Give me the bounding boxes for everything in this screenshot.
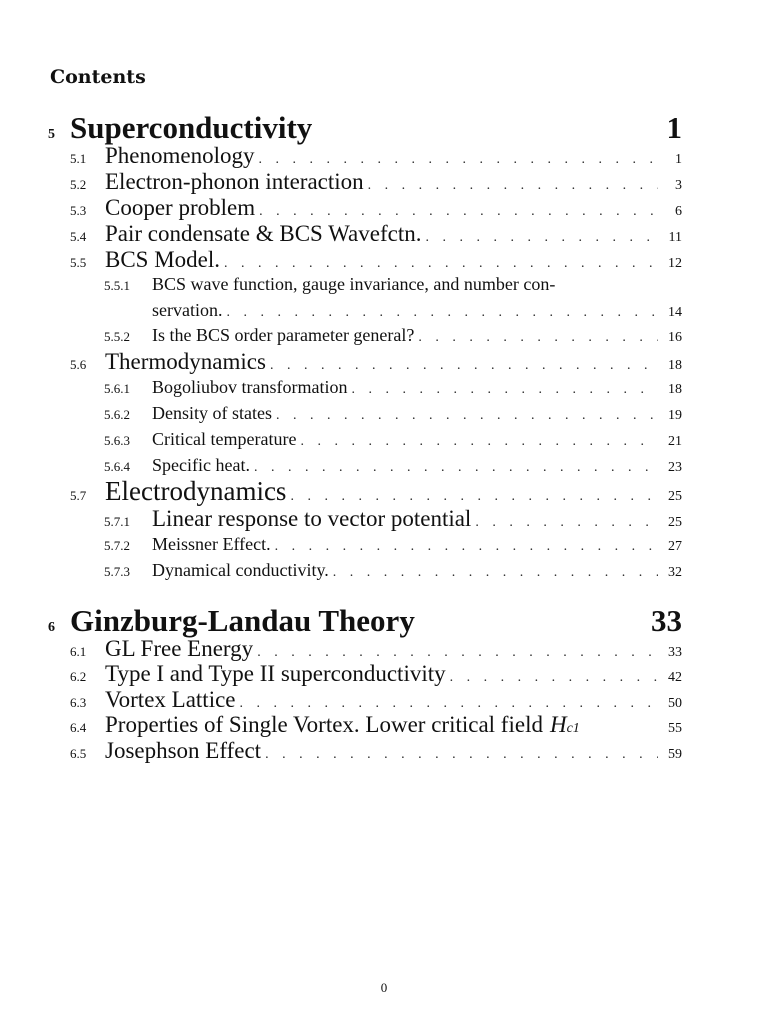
section-title: Type I and Type II superconductivity xyxy=(105,661,446,686)
subsection-title: Critical temperature xyxy=(152,429,297,449)
dot-leader xyxy=(368,178,658,194)
dot-leader xyxy=(259,152,659,168)
section-title: Vortex Lattice xyxy=(105,687,236,712)
subsection-page: 27 xyxy=(668,539,682,554)
chapter-page: 1 xyxy=(666,110,682,145)
section-title: Electron-phonon interaction xyxy=(105,169,364,194)
chapter-number: 6 xyxy=(48,620,55,635)
toc-entry-6-2[interactable] xyxy=(70,661,682,687)
toc-entry-6-4[interactable] xyxy=(70,712,682,738)
section-number: 5.6 xyxy=(70,357,87,372)
toc-entry-5-7-3[interactable] xyxy=(104,560,682,581)
section-number: 5.4 xyxy=(70,229,87,244)
section-title: BCS Model. xyxy=(105,247,221,272)
section-page: 25 xyxy=(668,489,682,504)
math-symbol: H xyxy=(549,712,567,737)
subsection-title: Linear response to vector potential xyxy=(152,506,472,531)
section-title: GL Free Energy xyxy=(105,636,254,661)
chapter-6[interactable] xyxy=(48,603,682,637)
subsection-title: Meissner Effect. xyxy=(152,534,271,554)
dot-leader xyxy=(270,358,658,374)
section-number: 5.3 xyxy=(70,203,87,218)
chapter-title: Ginzburg-Landau Theory xyxy=(70,603,415,638)
dot-leader xyxy=(450,670,658,686)
subsection-page: 19 xyxy=(668,408,682,423)
subsection-title: Specific heat. xyxy=(152,455,250,475)
subsection-page: 16 xyxy=(668,330,682,345)
section-title: Phenomenology xyxy=(105,143,255,168)
section-title: Josephson Effect xyxy=(105,738,262,763)
dot-leader xyxy=(425,230,658,246)
subsection-number: 5.7.2 xyxy=(104,538,130,553)
toc-entry-5-5-2[interactable] xyxy=(104,325,682,346)
toc-entry-5-6-1[interactable] xyxy=(104,377,682,398)
section-page: 33 xyxy=(668,645,682,660)
chapter-page: 33 xyxy=(651,603,682,638)
subsection-number: 5.6.1 xyxy=(104,381,130,396)
subsection-number: 5.5.2 xyxy=(104,329,130,344)
subsection-number: 5.6.3 xyxy=(104,433,130,448)
chapter-number: 5 xyxy=(48,127,55,142)
subsection-number: 5.6.4 xyxy=(104,459,130,474)
toc-entry-6-5[interactable] xyxy=(70,738,682,764)
toc-entry-5-7[interactable] xyxy=(70,476,682,507)
toc-entry-5-7-2[interactable] xyxy=(104,534,682,555)
section-page: 18 xyxy=(668,358,682,373)
dot-leader xyxy=(259,204,658,220)
dot-leader xyxy=(257,645,658,661)
subsection-title: Dynamical conductivity. xyxy=(152,560,329,580)
dot-leader xyxy=(290,489,658,505)
dot-leader xyxy=(240,696,659,712)
toc-entry-5-6[interactable] xyxy=(70,349,682,375)
toc-entry-5-4[interactable] xyxy=(70,221,682,247)
section-page: 50 xyxy=(668,696,682,711)
section-number: 6.5 xyxy=(70,746,87,761)
math-subscript: c1 xyxy=(566,721,580,736)
section-page: 55 xyxy=(668,721,682,736)
section-number: 5.5 xyxy=(70,255,87,270)
toc-entry-5-5-1-continued[interactable] xyxy=(152,300,682,321)
dot-leader xyxy=(351,382,658,398)
toc-entry-5-5[interactable] xyxy=(70,247,682,273)
dot-leader xyxy=(226,305,658,321)
section-page: 3 xyxy=(675,178,682,193)
chapter-title: Superconductivity xyxy=(70,110,313,145)
dot-leader xyxy=(333,565,658,581)
subsection-page: 21 xyxy=(668,434,682,449)
toc-entry-5-6-2[interactable] xyxy=(104,403,682,424)
section-number: 5.7 xyxy=(70,488,87,503)
subsection-title: Density of states xyxy=(152,403,272,423)
section-number: 6.3 xyxy=(70,695,87,710)
contents-heading: Contents xyxy=(50,66,146,88)
section-page: 1 xyxy=(675,152,682,167)
section-title: Pair condensate & BCS Wavefctn. xyxy=(105,221,422,246)
toc-entry-5-7-1[interactable] xyxy=(104,506,682,532)
toc-entry-6-3[interactable] xyxy=(70,687,682,713)
page-number-footer: 0 xyxy=(380,980,388,995)
section-title: Thermodynamics xyxy=(105,349,266,374)
section-number: 6.1 xyxy=(70,644,87,659)
toc-entry-5-1[interactable] xyxy=(70,143,682,169)
subsection-number: 5.7.3 xyxy=(104,564,130,579)
subsection-number: 5.7.1 xyxy=(104,514,130,529)
subsection-title-line1: BCS wave function, gauge invariance, and number con- xyxy=(152,274,556,294)
subsection-title: Bogoliubov transformation xyxy=(152,377,348,397)
dot-leader xyxy=(300,434,658,450)
section-number: 6.2 xyxy=(70,669,87,684)
dot-leader xyxy=(224,256,658,272)
dot-leader xyxy=(254,460,658,476)
section-title: Cooper problem xyxy=(105,195,256,220)
subsection-page: 23 xyxy=(668,460,682,475)
toc-entry-5-5-1[interactable] xyxy=(104,274,682,295)
chapter-5[interactable] xyxy=(48,110,682,144)
section-page: 59 xyxy=(668,747,682,762)
section-page: 12 xyxy=(668,256,682,271)
section-number: 5.2 xyxy=(70,177,87,192)
toc-entry-5-2[interactable] xyxy=(70,169,682,195)
section-title: Properties of Single Vortex. Lower critical field xyxy=(105,712,543,737)
toc-entry-5-6-4[interactable] xyxy=(104,455,682,476)
subsection-page: 25 xyxy=(668,515,682,530)
section-page: 11 xyxy=(668,230,682,245)
subsection-title-line2: servation. xyxy=(152,300,223,320)
section-page: 6 xyxy=(675,204,682,219)
toc-entry-5-6-3[interactable] xyxy=(104,429,682,450)
dot-leader xyxy=(418,330,658,346)
toc-entry-6-1[interactable] xyxy=(70,636,682,662)
subsection-page: 32 xyxy=(668,565,682,580)
subsection-number: 5.6.2 xyxy=(104,407,130,422)
section-number: 5.1 xyxy=(70,151,87,166)
dot-leader xyxy=(475,515,658,531)
section-number: 6.4 xyxy=(70,720,87,735)
toc-entry-5-3[interactable] xyxy=(70,195,682,221)
subsection-page: 18 xyxy=(668,382,682,397)
subsection-title: Is the BCS order parameter general? xyxy=(152,325,415,345)
dot-leader xyxy=(265,747,658,763)
dot-leader xyxy=(276,408,658,424)
section-page: 42 xyxy=(668,670,682,685)
subsection-page: 14 xyxy=(668,305,682,320)
dot-leader xyxy=(275,539,658,555)
subsection-number: 5.5.1 xyxy=(104,278,130,293)
section-title: Electrodynamics xyxy=(105,476,287,506)
